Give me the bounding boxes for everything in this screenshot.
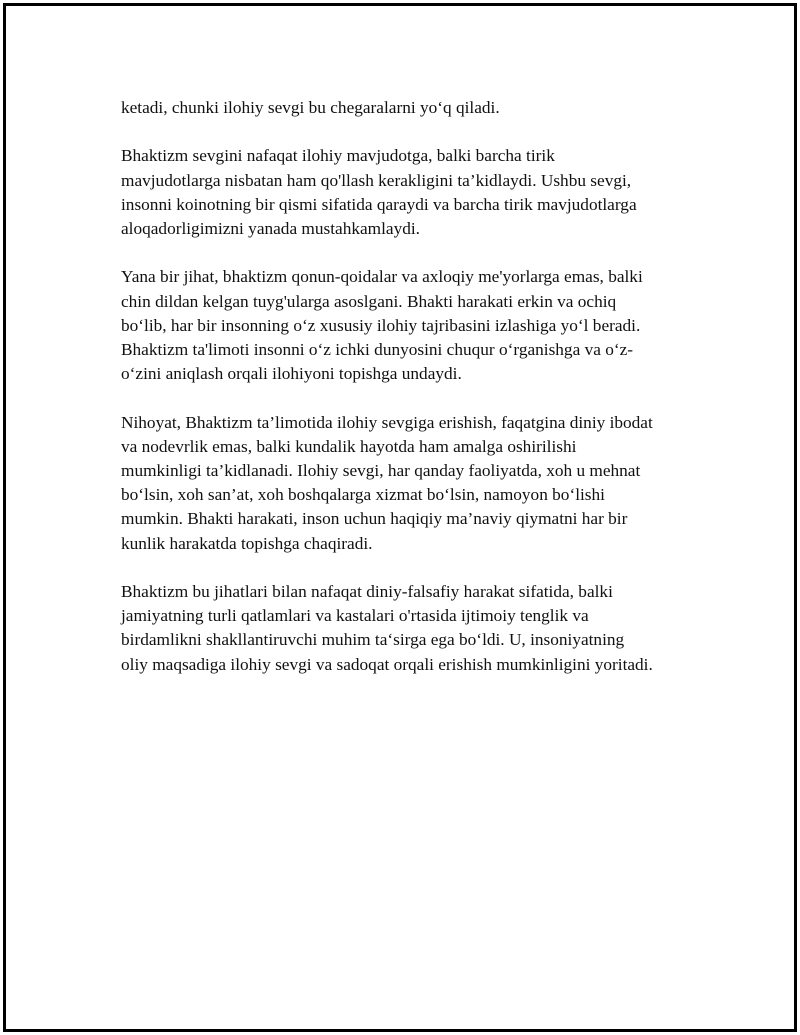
text-line: chin dildan kelgan tuyg'ularga asoslgani. Bhakti harakati erkin va ochiq (121, 291, 617, 311)
text-line: Bhaktizm ta'limoti insonni o‘z ichki dunyosini chuqur o‘rganishga va o‘z- (121, 340, 634, 359)
text-line: mavjudotlarga nisbatan ham qo'llash kerakligini ta’kidlaydi. Ushbu sevgi, (121, 170, 632, 190)
document-body (121, 96, 701, 701)
text-line: bo‘lsin, xoh san’at, xoh boshqalarga xizmat bo‘lsin, namoyon bo‘lishi (121, 485, 605, 505)
paragraph (121, 411, 701, 556)
text-line: kunlik harakatda topishga chaqiradi. (121, 533, 373, 553)
text-line: Bhaktizm sevgini nafaqat ilohiy mavjudotga, balki barcha tirik (121, 146, 555, 166)
text-line: ketadi, chunki ilohiy sevgi bu chegaralarni yo‘q qiladi. (121, 98, 500, 117)
text-line: o‘zini aniqlash orqali ilohiyoni topishga undaydi. (121, 364, 462, 384)
paragraph (121, 265, 701, 386)
text-line: Bhaktizm bu jihatlari bilan nafaqat diniy-falsafiy harakat sifatida, balki (121, 582, 613, 601)
paragraph (121, 144, 701, 241)
text-line: bo‘lib, har bir insonning o‘z xususiy ilohiy tajribasini izlashiga yo‘l beradi. (121, 315, 641, 335)
text-line: insonni koinotning bir qismi sifatida qaraydi va barcha tirik mavjudotlarga (121, 194, 637, 214)
paragraph (121, 96, 701, 120)
document-page (3, 3, 797, 1032)
text-line: jamiyatning turli qatlamlari va kastalari o'rtasida ijtimoiy tenglik va (121, 606, 589, 626)
text-line: aloqadorligimizni yanada mustahkamlaydi. (121, 219, 420, 238)
paragraph (121, 580, 701, 677)
text-line: mumkin. Bhakti harakati, inson uchun haqiqiy ma’naviy qiymatni har bir (121, 509, 628, 529)
text-line: mumkinligi ta’kidlanadi. Ilohiy sevgi, har qanday faoliyatda, xoh u mehnat (121, 461, 641, 480)
text-line: va nodevrlik emas, balki kundalik hayotda ham amalga oshirilishi (121, 436, 577, 456)
text-line: birdamlikni shakllantiruvchi muhim ta‘sirga ega bo‘ldi. U, insoniyatning (121, 630, 625, 650)
text-line: oliy maqsadiga ilohiy sevgi va sadoqat orqali erishish mumkinligini yoritadi. (121, 654, 653, 674)
text-line: Yana bir jihat, bhaktizm qonun-qoidalar va axloqiy me'yorlarga emas, balki (121, 267, 643, 287)
text-line: Nihoyat, Bhaktizm ta’limotida ilohiy sevgiga erishish, faqatgina diniy ibodat (121, 412, 653, 432)
